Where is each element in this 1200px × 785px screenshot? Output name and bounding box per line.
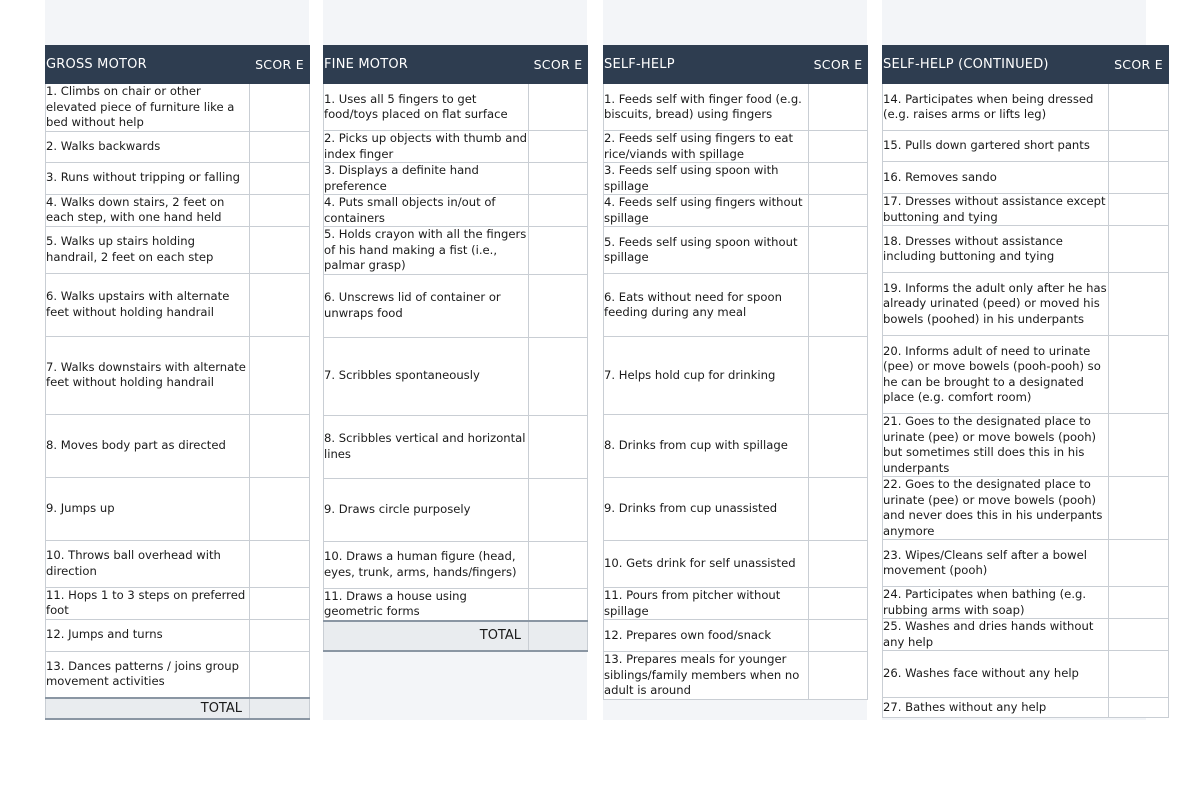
score-cell[interactable] — [1109, 84, 1169, 131]
self-help-item: 15. Pulls down gartered short pants — [883, 131, 1109, 162]
score-cell[interactable] — [809, 195, 868, 227]
score-cell[interactable] — [809, 274, 868, 337]
fine-motor-item: 2. Picks up objects with thumb and index finger — [324, 131, 528, 161]
score-cell[interactable] — [1109, 698, 1169, 718]
fine-motor-item: 5. Holds crayon with all the fingers of his hand making a fist (i.e., palmar grasp) — [324, 227, 529, 275]
self-help-item: 26. Washes face without any help — [883, 651, 1109, 698]
self-help-item: 21. Goes to the designated place to urinate (pee) or move bowels (pooh) but sometimes still does this in his underpants — [883, 414, 1109, 477]
self-help-item: 8. Drinks from cup with spillage — [604, 415, 809, 478]
score-cell[interactable] — [529, 195, 588, 227]
score-cell[interactable] — [809, 652, 868, 700]
score-cell[interactable] — [250, 540, 310, 587]
score-cell[interactable] — [809, 620, 868, 652]
total-score-cell[interactable] — [529, 621, 588, 651]
fine-motor-item: 8. Scribbles vertical and horizontal lines — [324, 415, 529, 478]
score-cell[interactable] — [529, 588, 588, 621]
gross-motor-item: 2. Walks backwards — [46, 131, 250, 162]
gross-motor-item: 12. Jumps and turns — [46, 619, 250, 651]
self-help-table — [603, 45, 868, 700]
score-cell[interactable] — [250, 619, 310, 651]
fine-motor-item: 9. Draws circle purposely — [324, 478, 529, 541]
fine-motor-item: 6. Unscrews lid of container or unwraps food — [324, 274, 529, 337]
self-help-item: 3. Feeds self using spoon with spillage — [604, 163, 809, 195]
score-cell[interactable] — [1109, 587, 1169, 619]
score-cell[interactable] — [1109, 226, 1169, 273]
gross-motor-item: 1. Climbs on chair or other elevated piece of furniture like a bed without help — [46, 84, 250, 132]
gross-motor-item: 5. Walks up stairs holding handrail, 2 feet on each step — [46, 226, 250, 273]
gross-motor-item: 6. Walks upstairs with alternate feet without holding handrail — [46, 273, 250, 336]
self-help-item: 16. Removes sando — [883, 162, 1109, 194]
total-label: TOTAL — [324, 621, 529, 651]
self-help-continued-header: SELF-HELP (CONTINUED) — [883, 46, 1109, 84]
score-cell[interactable] — [1109, 414, 1169, 477]
score-cell[interactable] — [250, 131, 310, 162]
self-help-item: 13. Prepares meals for younger siblings/family members when no adult is around — [604, 652, 809, 700]
self-help-item: 1. Feeds self with finger food (e.g. biscuits, bread) using fingers — [604, 84, 809, 131]
score-cell[interactable] — [809, 227, 868, 274]
score-cell[interactable] — [1109, 651, 1169, 698]
score-cell[interactable] — [250, 194, 310, 226]
score-cell[interactable] — [529, 131, 588, 163]
self-help-item: 27. Bathes without any help — [883, 698, 1109, 718]
score-cell[interactable] — [250, 226, 310, 273]
gross-motor-item: 4. Walks down stairs, 2 feet on each step, with one hand held — [46, 194, 250, 226]
self-help-item: 23. Wipes/Cleans self after a bowel movement (pooh) — [883, 540, 1109, 587]
score-header: SCOR E — [1109, 46, 1169, 84]
gross-motor-item: 13. Dances patterns / joins group movement activities — [46, 651, 250, 698]
self-help-item: 22. Goes to the designated place to urinate (pee) or move bowels (pooh) and never does this in his underpants anymore — [883, 477, 1109, 540]
self-help-item: 4. Feeds self using fingers without spillage — [604, 195, 809, 227]
self-help-item: 5. Feeds self using spoon without spillage — [604, 227, 809, 274]
self-help-item: 20. Informs adult of need to urinate (pee) or move bowels (pooh-pooh) so he can be brought to a designated place (e.g. comfort room) — [883, 336, 1109, 414]
score-cell[interactable] — [250, 162, 310, 194]
self-help-item: 19. Informs the adult only after he has already urinated (peed) or moved his bowels (poohed) in his underpants — [883, 273, 1109, 336]
score-cell[interactable] — [1109, 477, 1169, 540]
fine-motor-item: 1. Uses all 5 fingers to get food/toys placed on flat surface — [324, 84, 529, 131]
score-cell[interactable] — [250, 477, 310, 540]
score-cell[interactable] — [1109, 194, 1169, 226]
fine-motor-item: 3. Displays a definite hand preference — [324, 163, 529, 195]
score-header: SCOR E — [250, 46, 310, 84]
gross-motor-item: 9. Jumps up — [46, 477, 250, 540]
fine-motor-item: 4. Puts small objects in/out of containers — [324, 195, 529, 227]
gross-motor-item: 8. Moves body part as directed — [46, 414, 250, 477]
score-header: SCOR E — [529, 46, 588, 84]
score-cell[interactable] — [809, 588, 868, 620]
score-cell[interactable] — [529, 337, 588, 415]
score-header: SCOR E — [809, 46, 868, 84]
score-cell[interactable] — [809, 337, 868, 415]
gross-motor-item: 11. Hops 1 to 3 steps on preferred foot — [46, 587, 250, 619]
score-cell[interactable] — [1109, 131, 1169, 162]
score-cell[interactable] — [1109, 540, 1169, 587]
score-cell[interactable] — [1109, 273, 1169, 336]
fine-motor-item: 11. Draws a house using geometric forms — [324, 588, 529, 621]
score-cell[interactable] — [250, 336, 310, 414]
self-help-header: SELF-HELP — [604, 46, 809, 84]
fine-motor-item: 10. Draws a human figure (head, eyes, trunk, arms, hands/fingers) — [324, 541, 529, 588]
score-cell[interactable] — [529, 163, 588, 195]
self-help-continued-table — [882, 45, 1169, 718]
score-cell[interactable] — [529, 274, 588, 337]
total-score-cell[interactable] — [250, 698, 310, 719]
self-help-item: 2. Feeds self using fingers to eat rice/viands with spillage — [604, 131, 809, 163]
score-cell[interactable] — [809, 541, 868, 588]
score-cell[interactable] — [250, 587, 310, 619]
self-help-item: 18. Dresses without assistance including buttoning and tying — [883, 226, 1109, 273]
self-help-item: 17. Dresses without assistance except buttoning and tying — [883, 194, 1109, 226]
self-help-item: 12. Prepares own food/snack — [604, 620, 809, 652]
score-cell[interactable] — [529, 415, 588, 478]
score-cell[interactable] — [250, 651, 310, 698]
self-help-item: 10. Gets drink for self unassisted — [604, 541, 809, 588]
fine-motor-header: FINE MOTOR — [324, 46, 529, 84]
fine-motor-table — [323, 45, 588, 652]
self-help-item: 7. Helps hold cup for drinking — [604, 337, 809, 415]
score-cell[interactable] — [809, 131, 868, 163]
self-help-item: 25. Washes and dries hands without any help — [883, 619, 1109, 651]
score-cell[interactable] — [529, 541, 588, 588]
score-cell[interactable] — [809, 84, 868, 131]
score-cell[interactable] — [529, 227, 588, 275]
self-help-item: 24. Participates when bathing (e.g. rubbing arms with soap) — [883, 587, 1109, 619]
score-cell[interactable] — [1109, 162, 1169, 194]
gross-motor-item: 10. Throws ball overhead with direction — [46, 540, 250, 587]
score-cell[interactable] — [1109, 336, 1169, 414]
score-cell[interactable] — [250, 414, 310, 477]
self-help-item: 6. Eats without need for spoon feeding during any meal — [604, 274, 809, 337]
self-help-item: 14. Participates when being dressed (e.g. raises arms or lifts leg) — [883, 84, 1109, 131]
self-help-item: 11. Pours from pitcher without spillage — [604, 588, 809, 620]
score-cell[interactable] — [250, 84, 310, 132]
score-cell[interactable] — [1109, 619, 1169, 651]
self-help-item: 9. Drinks from cup unassisted — [604, 478, 809, 541]
total-label: TOTAL — [46, 698, 250, 719]
score-cell[interactable] — [809, 415, 868, 478]
fine-motor-item: 7. Scribbles spontaneously — [324, 337, 529, 415]
score-cell[interactable] — [809, 163, 868, 195]
gross-motor-header: GROSS MOTOR — [46, 46, 250, 84]
score-cell[interactable] — [529, 478, 588, 541]
score-cell[interactable] — [250, 273, 310, 336]
gross-motor-table — [45, 45, 310, 720]
gross-motor-item: 3. Runs without tripping or falling — [46, 162, 250, 194]
score-cell[interactable] — [529, 84, 588, 131]
score-cell[interactable] — [809, 478, 868, 541]
gross-motor-item: 7. Walks downstairs with alternate feet without holding handrail — [46, 336, 250, 414]
